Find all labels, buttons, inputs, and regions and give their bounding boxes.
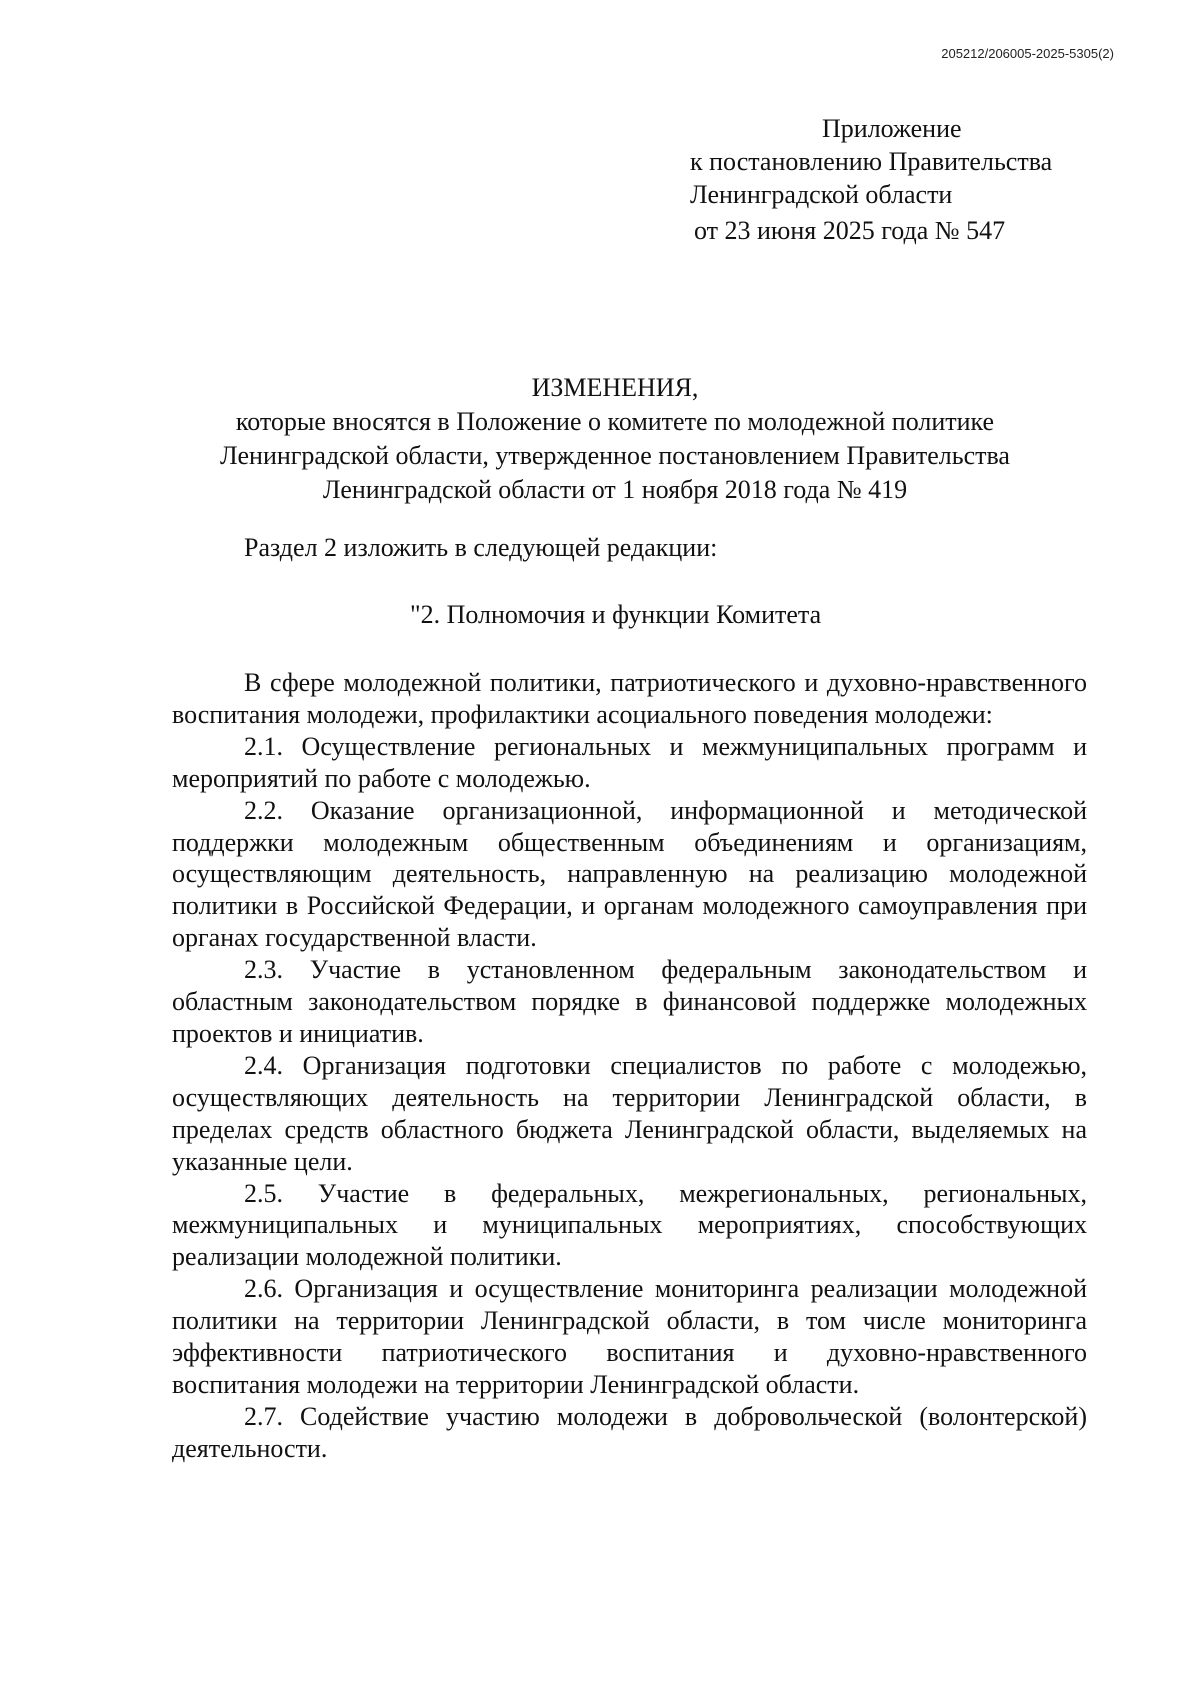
paragraph-2-3: 2.3. Участие в установленном федеральным законодательством и областным законодательством порядке в финансовой поддержке молодежных проектов и инициатив. bbox=[172, 955, 1087, 1048]
registration-number: 205212/206005-2025-5305(2) bbox=[941, 46, 1114, 61]
paragraph-2-4: 2.4. Организация подготовки специалистов по работе с молодежью, осуществляющих деятельность на территории Ленинградской области, в пределах средств областного бюджета Ленинградской области, выделяемых на указанные цели. bbox=[172, 1050, 1087, 1176]
appendix-line-3: Ленинградской области bbox=[690, 180, 953, 209]
appendix-header bbox=[690, 112, 1110, 247]
body-text bbox=[172, 667, 1087, 1465]
title-line-1: которые вносятся в Положение о комитете по молодежной политике bbox=[235, 407, 995, 436]
paragraph-intro: В сфере молодежной политики, патриотического и духовно-нравственного воспитания молодежи, профилактики асоциального поведения молодежи: bbox=[172, 668, 1087, 729]
section-heading: "2. Полномочия и функции Комитета bbox=[410, 600, 822, 629]
appendix-line-4: от 23 июня 2025 года № 547 bbox=[694, 216, 1006, 245]
title-heading: ИЗМЕНЕНИЯ, bbox=[531, 373, 699, 402]
paragraph-2-2: 2.2. Оказание организационной, информационной и методической поддержки молодежным общественным объединениям и организациям, осуществляющим деятельность, направленную на реализацию молодежной политики в Российской Федерации, и органам молодежного самоуправления при органах государственной власти. bbox=[172, 795, 1087, 953]
appendix-line-1: Приложение bbox=[822, 114, 962, 143]
paragraph-2-6: 2.6. Организация и осуществление мониторинга реализации молодежной политики на территории Ленинградской области, в том числе мониторинга эффективности патриотического воспитания и духовно-нравственного воспитания молодежи на территории Ленинградской области. bbox=[172, 1274, 1087, 1399]
title-line-2: Ленинградской области, утвержденное постановлением Правительства bbox=[220, 441, 1010, 470]
paragraph-2-5: 2.5. Участие в федеральных, межрегиональных, региональных, межмуниципальных и муниципальных мероприятиях, способствующих реализации молодежной политики. bbox=[172, 1178, 1087, 1272]
title-line-3: Ленинградской области от 1 ноября 2018 года № 419 bbox=[322, 475, 908, 504]
paragraph-2-7: 2.7. Содействие участию молодежи в добровольческой (волонтерской) деятельности. bbox=[172, 1401, 1087, 1463]
document-title bbox=[160, 371, 1070, 507]
paragraph-2-1: 2.1. Осуществление региональных и межмуниципальных программ и мероприятий по работе с молодежью. bbox=[172, 731, 1087, 793]
appendix-line-2: к постановлению Правительства bbox=[690, 147, 1053, 176]
intro-text: Раздел 2 изложить в следующей редакции: bbox=[244, 533, 718, 562]
